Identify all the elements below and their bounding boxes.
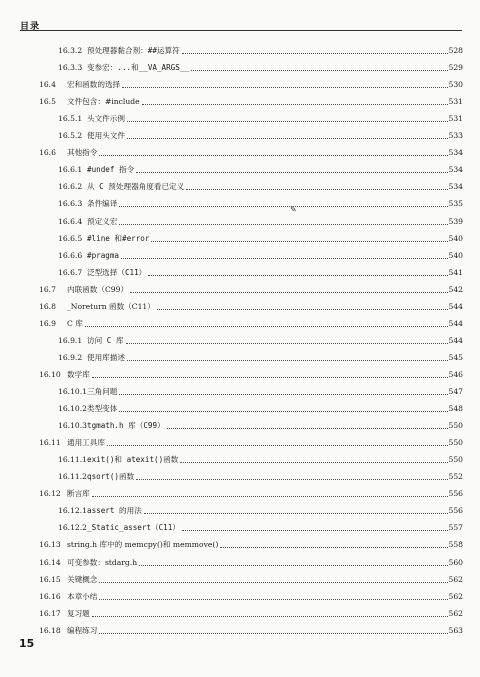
toc-entry-page: 540 xyxy=(448,233,463,243)
toc-entry[interactable] xyxy=(58,453,463,465)
toc-entry-title: exit()和 atexit()函数 xyxy=(87,455,179,465)
dot-leader xyxy=(127,360,448,361)
toc-entry-page: 545 xyxy=(448,352,463,362)
toc-entry-title: 关键概念 xyxy=(67,574,98,584)
dot-leader xyxy=(136,479,447,480)
toc-entry-title: #pragma xyxy=(87,250,120,260)
toc-entry-page: 534 xyxy=(448,148,463,158)
toc-entry[interactable] xyxy=(39,556,463,568)
toc-entry-title: 类型变体 xyxy=(87,404,118,414)
toc-entry-title: 预定义宏 xyxy=(87,216,118,226)
toc-entry[interactable] xyxy=(58,521,463,533)
toc-entry-number: 16.9.1 xyxy=(58,335,83,345)
dot-leader xyxy=(186,189,447,190)
toc-entry-title: 文件包含：#include xyxy=(67,97,140,107)
toc-entry-number: 16.9.2 xyxy=(58,352,83,362)
toc-entry[interactable] xyxy=(39,538,463,550)
toc-entry-page: 531 xyxy=(448,97,463,107)
toc-entry-page: 541 xyxy=(448,267,463,277)
toc-entry-page: 544 xyxy=(448,335,463,345)
toc-entry-number: 16.5.1 xyxy=(58,114,83,124)
toc-entry-number: 16.16 xyxy=(39,591,61,601)
toc-entry-page: 544 xyxy=(448,318,463,328)
dot-leader xyxy=(92,496,448,497)
pen-mark-icon: ✎ xyxy=(290,205,297,214)
dot-leader xyxy=(182,53,448,54)
toc-entry-page: 540 xyxy=(448,250,463,260)
toc-entry-title: C 库 xyxy=(67,318,83,328)
toc-entry-title: assert 的用法 xyxy=(87,506,142,516)
toc-entry-title: 断言库 xyxy=(67,489,90,499)
toc-entry-number: 16.11 xyxy=(39,438,61,448)
dot-leader xyxy=(191,70,448,71)
toc-entry-number: 16.8 xyxy=(39,301,56,311)
toc-entry-number: 16.17 xyxy=(39,608,61,618)
toc-entry-title: 宏和函数的选择 xyxy=(67,80,121,90)
toc-entry[interactable] xyxy=(58,180,463,192)
toc-entry[interactable] xyxy=(39,283,463,295)
toc-entry-number: 16.6.6 xyxy=(58,250,83,260)
toc-entry-page: 528 xyxy=(448,46,463,55)
dot-leader xyxy=(92,616,448,617)
dot-leader xyxy=(99,633,447,634)
dot-leader xyxy=(180,462,447,463)
toc-entry-page: 556 xyxy=(448,489,463,499)
toc-entry-number: 16.6.3 xyxy=(58,199,83,209)
toc-entry[interactable] xyxy=(58,266,463,278)
toc-entry-title: 本章小结 xyxy=(67,591,98,601)
toc-entry[interactable] xyxy=(39,607,463,619)
toc-entry-number: 16.14 xyxy=(39,557,61,567)
toc-entry[interactable] xyxy=(58,129,463,141)
page-number: 15 xyxy=(19,637,35,650)
toc-entry[interactable] xyxy=(39,317,463,329)
toc-entry-page: 542 xyxy=(448,284,463,294)
dot-leader xyxy=(107,445,448,446)
toc-entry-page: 530 xyxy=(448,80,463,90)
toc-entry[interactable] xyxy=(58,504,463,516)
toc-entry-title: 数学库 xyxy=(67,369,90,379)
toc-entry-number: 16.10.1 xyxy=(58,387,87,396)
toc-entry-number: 16.11.1 xyxy=(58,455,87,465)
toc-entry[interactable] xyxy=(39,368,463,380)
dot-leader xyxy=(85,326,448,327)
toc-entry-title: 使用库描述 xyxy=(87,352,125,362)
toc-entry-page: 556 xyxy=(448,506,463,516)
dot-leader xyxy=(92,377,448,378)
toc-entry-title: 访问 C 库 xyxy=(87,335,124,345)
dot-leader xyxy=(157,309,448,310)
toc-entry[interactable] xyxy=(58,163,463,175)
running-header xyxy=(20,14,462,31)
toc-entry[interactable] xyxy=(58,44,463,56)
dot-leader xyxy=(144,513,448,514)
toc-entry-title: #undef 指令 xyxy=(87,165,135,175)
toc-entry[interactable] xyxy=(58,112,463,124)
dot-leader xyxy=(122,87,447,88)
dot-leader xyxy=(119,206,447,207)
dot-leader xyxy=(119,411,447,412)
dot-leader xyxy=(142,104,448,105)
header-label: 目录 xyxy=(20,22,41,32)
toc-entry-title: 从 C 预处理器角度看已定义 xyxy=(87,182,185,192)
toc-entry-page: 562 xyxy=(448,574,463,584)
toc-entry[interactable] xyxy=(58,385,463,397)
toc-entry-number: 16.11.2 xyxy=(58,472,87,482)
toc-entry-number: 16.10.3 xyxy=(58,421,87,431)
toc-entry-number: 16.3.3 xyxy=(58,63,83,73)
toc-entry-page: 534 xyxy=(448,182,463,192)
dot-leader xyxy=(99,599,447,600)
toc-entry[interactable] xyxy=(39,487,463,499)
toc-entry-page: 563 xyxy=(448,625,463,635)
toc-entry-page: 552 xyxy=(448,472,463,482)
toc-entry-number: 16.4 xyxy=(39,80,56,90)
toc-entry-title: 复习题 xyxy=(67,608,90,618)
toc-entry-number: 16.13 xyxy=(39,540,61,550)
toc-entry-page: 562 xyxy=(448,591,463,601)
toc-entry-page: 533 xyxy=(448,131,463,141)
toc-entry[interactable] xyxy=(58,215,463,227)
dot-leader xyxy=(99,155,447,156)
toc-entry-number: 16.6.2 xyxy=(58,182,83,192)
toc-entry-title: _Noreturn 函数（C11） xyxy=(67,301,155,311)
toc-entry-number: 16.12.1 xyxy=(58,506,87,516)
toc-entry-title: 其他指令 xyxy=(67,148,98,158)
toc-entry-number: 16.10 xyxy=(39,369,61,379)
toc-entry-title: string.h 库中的 memcpy()和 memmove() xyxy=(67,540,219,550)
toc-entry[interactable] xyxy=(58,402,463,414)
toc-entry-number: 16.3.2 xyxy=(58,46,83,55)
toc-entry-title: 变参宏：...和__VA_ARGS__ xyxy=(87,63,189,73)
dot-leader xyxy=(148,275,447,276)
toc-entry[interactable] xyxy=(58,197,463,209)
toc-entry-title: 泛型选择（C11） xyxy=(87,267,147,277)
toc-entry-title: 三角问题 xyxy=(87,387,118,396)
dot-leader xyxy=(127,121,448,122)
toc-entry-page: 547 xyxy=(448,387,463,396)
toc-entry-page: 562 xyxy=(448,608,463,618)
toc-entry-page: 557 xyxy=(448,523,463,533)
dot-leader xyxy=(119,224,447,225)
toc-entry-page: 531 xyxy=(448,114,463,124)
toc-entry[interactable] xyxy=(58,351,463,363)
toc-entry-number: 16.9 xyxy=(39,318,56,328)
toc-entry[interactable] xyxy=(39,624,463,636)
toc-entry[interactable] xyxy=(39,300,463,312)
dot-leader xyxy=(119,394,447,395)
toc-entry-number: 16.6 xyxy=(39,148,56,158)
dot-leader xyxy=(121,258,447,259)
toc-entry-page: 548 xyxy=(448,404,463,414)
toc-entry[interactable] xyxy=(39,95,463,107)
toc-entry-title: 条件编译 xyxy=(87,199,118,209)
toc-entry-title: 使用头文件 xyxy=(87,131,125,141)
toc-entry-number: 16.10.2 xyxy=(58,404,87,414)
toc-entry-title: tgmath.h 库（C99） xyxy=(87,421,165,431)
toc-entry-page: 558 xyxy=(448,540,463,550)
toc-entry-number: 16.6.5 xyxy=(58,233,83,243)
toc-entry-number: 16.7 xyxy=(39,284,56,294)
toc-entry-page: 544 xyxy=(448,301,463,311)
toc-entry-number: 16.5.2 xyxy=(58,131,83,141)
toc-entry-title: 可变参数：stdarg.h xyxy=(67,557,138,567)
toc-entry-number: 16.6.1 xyxy=(58,165,83,175)
toc-entry-number: 16.12 xyxy=(39,489,61,499)
toc-entry-title: 通用工具库 xyxy=(67,438,105,448)
toc-entry-title: 头文件示例 xyxy=(87,114,125,124)
toc-entry-title: 编程练习 xyxy=(67,625,98,635)
toc-entry-page: 529 xyxy=(448,63,463,73)
toc-entry[interactable] xyxy=(39,78,463,90)
toc-entry-number: 16.6.4 xyxy=(58,216,83,226)
toc-entry[interactable] xyxy=(58,419,463,431)
toc-entry-title: qsort()函数 xyxy=(87,472,135,482)
dot-leader xyxy=(151,241,447,242)
toc-entry-title: _Static_assert（C11） xyxy=(87,523,180,533)
toc-entry-page: 539 xyxy=(448,216,463,226)
toc-entry-page: 535 xyxy=(448,199,463,209)
dot-leader xyxy=(126,343,448,344)
toc-entry[interactable] xyxy=(58,249,463,261)
toc-entry[interactable] xyxy=(39,590,463,602)
toc-entry-number: 16.6.7 xyxy=(58,267,83,277)
toc-entry[interactable] xyxy=(39,573,463,585)
dot-leader xyxy=(99,582,447,583)
toc-entry[interactable] xyxy=(58,334,463,346)
toc-entry-title: 预处理器黏合剂：##运算符 xyxy=(87,46,180,55)
toc-entry[interactable] xyxy=(39,436,463,448)
toc-entry-number: 16.5 xyxy=(39,97,56,107)
dot-leader xyxy=(220,547,447,548)
toc-entry-title: #line 和#error xyxy=(87,233,150,243)
toc-entry-page: 550 xyxy=(448,421,463,431)
toc-entry[interactable] xyxy=(39,146,463,158)
dot-leader xyxy=(182,530,448,531)
toc-entry[interactable] xyxy=(58,470,463,482)
toc-entry-page: 546 xyxy=(448,369,463,379)
toc-entry-page: 550 xyxy=(448,438,463,448)
toc-entry[interactable] xyxy=(58,232,463,244)
toc-entry-page: 534 xyxy=(448,165,463,175)
toc-entry-page: 550 xyxy=(448,455,463,465)
dot-leader xyxy=(136,172,447,173)
toc-entry-number: 16.12.2 xyxy=(58,523,87,533)
toc-entry[interactable] xyxy=(58,61,463,73)
dot-leader xyxy=(139,565,447,566)
toc-entry-number: 16.18 xyxy=(39,625,61,635)
dot-leader xyxy=(167,428,448,429)
dot-leader xyxy=(130,292,447,293)
dot-leader xyxy=(127,138,448,139)
toc-entry-title: 内联函数（C99） xyxy=(67,284,129,294)
toc-entry-page: 560 xyxy=(448,557,463,567)
toc-entry-number: 16.15 xyxy=(39,574,61,584)
